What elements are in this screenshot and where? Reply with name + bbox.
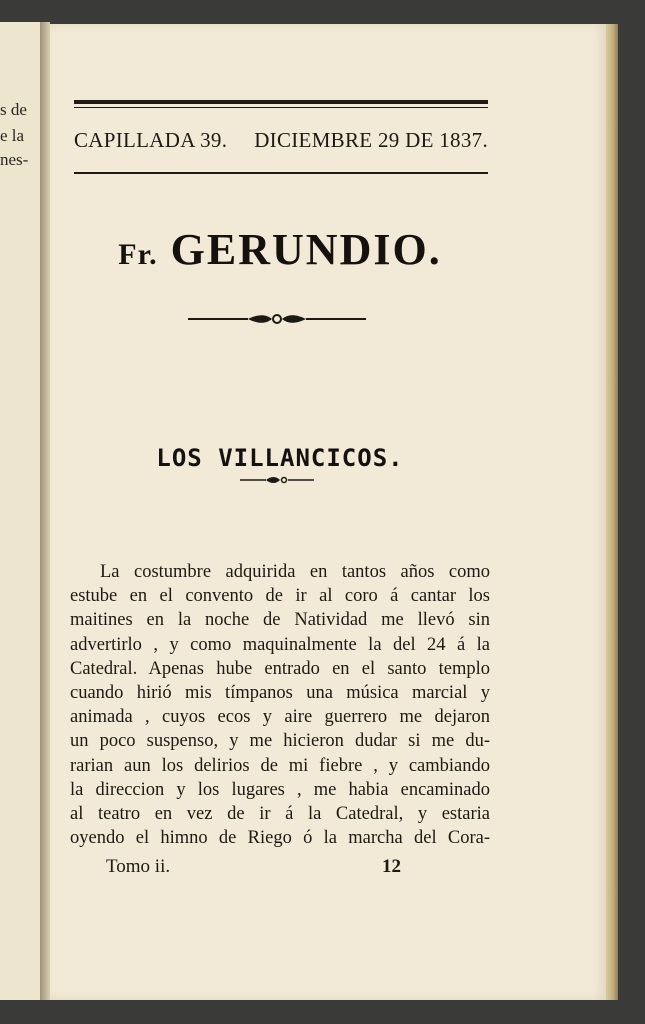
issue-date: DICIEMBRE 29 DE 1837. (254, 128, 488, 152)
facing-page-text: s de (0, 100, 27, 119)
header-rule-top-thin (74, 107, 488, 108)
running-head (74, 128, 488, 153)
book-page (50, 24, 608, 1000)
title-prefix: Fr. (118, 238, 158, 271)
facing-page-text: nes- (0, 150, 29, 169)
text-line: la direccion y los lugares , me habia encaminado (70, 779, 490, 800)
book-gutter (40, 22, 50, 1000)
text-line: cuando hirió mis tímpanos una música marcial y (70, 683, 490, 704)
text-line: Catedral. Apenas hube entrado en el santo templo (70, 658, 490, 679)
text-line: al teatro en vez de ir á la Catedral, y estaria (70, 804, 490, 825)
volume-label: Tomo ii. (106, 856, 171, 877)
flourish-ornament-small (238, 474, 316, 486)
page-edge (606, 24, 618, 1000)
text-line: rarian aun los delirios de mi fiebre , y cambiando (70, 755, 490, 776)
flourish-ornament-large (186, 310, 368, 328)
header-rule-top (74, 100, 488, 104)
text-line: advertirlo , y como maquinalmente la del 24 á la (70, 634, 490, 655)
issue-number: CAPILLADA 39. (74, 128, 228, 152)
text-line: oyendo el himno de Riego ó la marcha del Cora- (70, 828, 490, 849)
text-line: animada , cuyos ecos y aire guerrero me dejaron (70, 707, 490, 728)
facing-page-fragment (0, 22, 42, 1000)
signature-number: 12 (382, 856, 401, 877)
header-rule-bottom (74, 172, 488, 174)
section-title: LOS VILLANCICOS. (156, 444, 404, 472)
text-line: La costumbre adquirida en tantos años como (100, 562, 490, 582)
title-main: GERUNDIO. (170, 225, 442, 274)
text-line: estube en el convento de ir al coro á cantar los (70, 586, 490, 607)
masthead-title (50, 224, 510, 275)
text-line: un poco suspenso, y me hicieron dudar si me du- (70, 731, 490, 752)
facing-page-text: e la (0, 126, 25, 145)
body-paragraph (70, 560, 490, 850)
text-line: maitines en la noche de Natividad me llevó sin (70, 610, 490, 631)
